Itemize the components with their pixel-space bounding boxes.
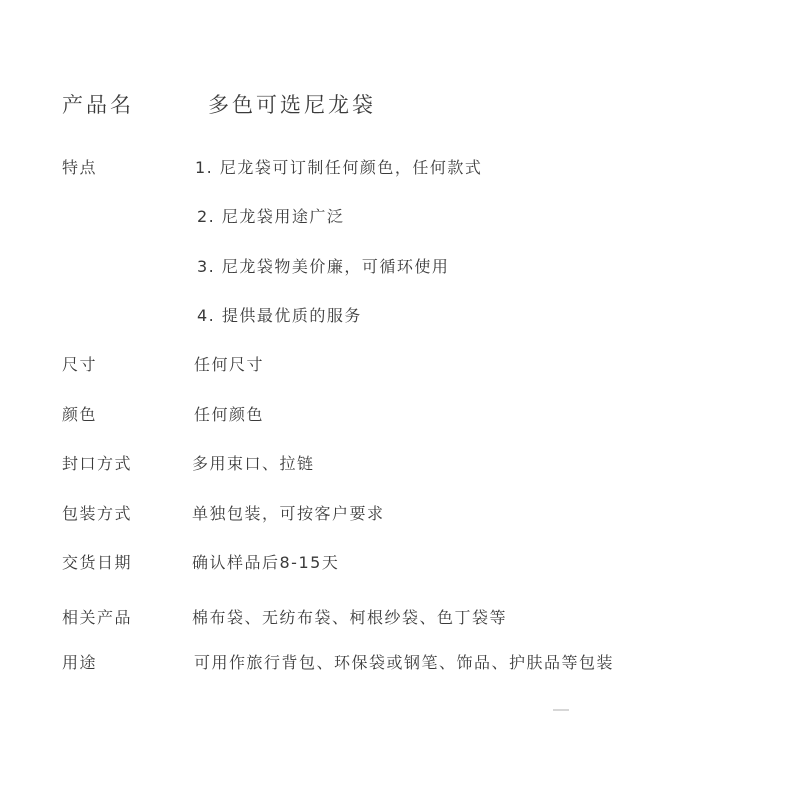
feature-item: 3. 尼龙袋物美价廉，可循环使用 <box>197 257 450 276</box>
size-value: 任何尺寸 <box>194 355 265 374</box>
packaging-value: 单独包装，可按客户要求 <box>192 504 385 523</box>
feature-item: 1. 尼龙袋可订制任何颜色，任何款式 <box>195 158 483 177</box>
packaging-label: 包装方式 <box>62 504 133 523</box>
color-value: 任何颜色 <box>194 405 265 424</box>
feature-item: 2. 尼龙袋用途广泛 <box>197 207 345 226</box>
usage-value: 可用作旅行背包、环保袋或钢笔、饰品、护肤品等包装 <box>194 653 615 672</box>
color-label: 颜色 <box>62 405 98 424</box>
product-name-value: 多色可选尼龙袋 <box>208 93 376 117</box>
delivery-value: 确认样品后8-15天 <box>192 553 340 572</box>
feature-item: 4. 提供最优质的服务 <box>197 306 362 325</box>
product-name-label: 产品名 <box>62 93 134 117</box>
closure-value: 多用束口、拉链 <box>192 454 315 473</box>
divider <box>553 709 569 711</box>
closure-label: 封口方式 <box>62 454 133 473</box>
size-label: 尺寸 <box>62 355 98 374</box>
related-products-label: 相关产品 <box>62 608 133 627</box>
usage-label: 用途 <box>62 653 98 672</box>
related-products-value: 棉布袋、无纺布袋、柯根纱袋、色丁袋等 <box>192 608 508 627</box>
delivery-label: 交货日期 <box>62 553 133 572</box>
features-label: 特点 <box>62 158 98 177</box>
